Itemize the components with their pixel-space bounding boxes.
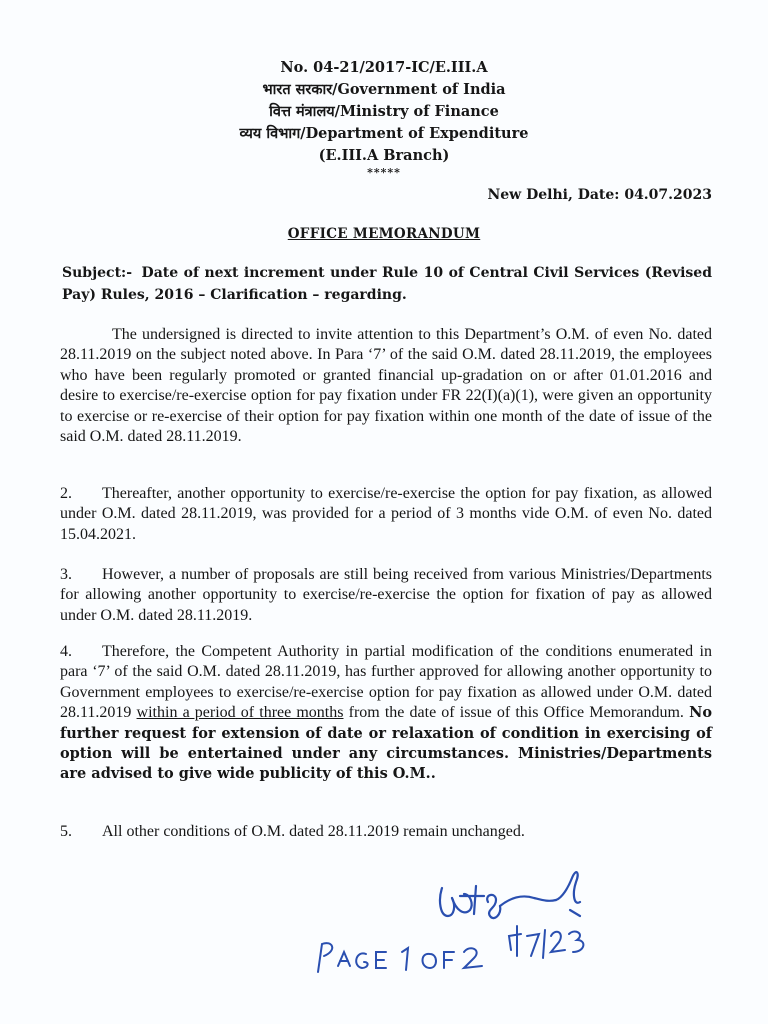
paragraph-4 <box>60 642 712 785</box>
paragraph-1 <box>60 325 712 447</box>
paragraph-3-text: However, a number of proposals are still being received from various Ministries/Departments for allowing another opportunity to exercise/re-exercise the option for fixation of pay as allowed under O.M. dated 28.11.2019. <box>60 566 712 624</box>
paragraph-4-bold-text: No further request for extension of date or relaxation of condition in exercising of option will be entertained under any circumstances. Ministries/Departments are advised to give wide publicity of this O.M.. <box>60 704 712 783</box>
paragraph-2-text: Thereafter, another opportunity to exercise/re-exercise the option for pay fixation, as allowed under O.M. dated 28.11.2019, was provided for a period of 3 months vide O.M. of even No. dated 15.04.2021. <box>60 485 712 543</box>
subject-label: Subject:- <box>62 265 133 281</box>
paragraph-3 <box>60 565 712 626</box>
file-number: No. 04-21/2017-IC/E.III.A <box>280 59 488 76</box>
paragraph-5-number: 5. <box>60 823 72 840</box>
separator-stars: ***** <box>367 166 401 179</box>
paragraph-3-number: 3. <box>60 566 72 583</box>
letterhead <box>0 57 768 179</box>
issue-date: New Delhi, Date: 04.07.2023 <box>487 187 712 203</box>
branch-line: (E.III.A Branch) <box>318 147 450 164</box>
handwritten-date-strokes <box>505 922 595 972</box>
paragraph-2-number: 2. <box>60 485 72 502</box>
paragraph-4-number: 4. <box>60 643 72 660</box>
paragraph-5-text: All other conditions of O.M. dated 28.11.2019 remain unchanged. <box>102 823 525 840</box>
paragraph-4-text: Therefore, the Competent Authority in partial modification of the conditions enumerated in para ‘7’ of the said O.M. dated 28.11.2019, has further approved for allowing another opportunity to Government employees to exercise/re-exercise option for pay fixation as allowed under O.M. dated 28.11.2019 <box>60 643 712 722</box>
subject-block <box>62 262 712 306</box>
subject-text: Date of next increment under Rule 10 of Central Civil Services (Revised Pay) Rules, 2016 – Clarification – regarding. <box>62 265 713 303</box>
handwritten-date <box>505 922 595 977</box>
department-line: व्यय विभाग/Department of Expenditure <box>239 125 529 142</box>
paragraph-1-text: The undersigned is directed to invite attention to this Department’s O.M. of even No. dated 28.11.2019 on the subject noted above. In Para ‘7’ of the said O.M. dated 28.11.2019, the employees who have been regularly promoted or granted financial up-gradation on or after 01.01.2016 and desire to exercise/re-exercise option for pay fixation under FR 22(I)(a)(1), were given an opportunity to exercise or re-exercise of their option for pay fixation within one month of the date of issue of the said O.M. dated 28.11.2019. <box>60 326 712 446</box>
paragraph-5 <box>60 822 712 842</box>
page-note-strokes <box>312 936 492 986</box>
document-title: OFFICE MEMORANDUM <box>287 226 481 242</box>
paragraph-4-underlined-text: within a period of three months <box>136 704 344 722</box>
handwritten-page-note <box>312 936 492 991</box>
government-line: भारत सरकार/Government of India <box>262 81 506 98</box>
paragraph-2 <box>60 484 712 545</box>
paragraph-4-text-continued: from the date of issue of this Office Memorandum. <box>343 704 690 722</box>
ministry-line: वित्त मंत्रालय/Ministry of Finance <box>269 103 499 120</box>
